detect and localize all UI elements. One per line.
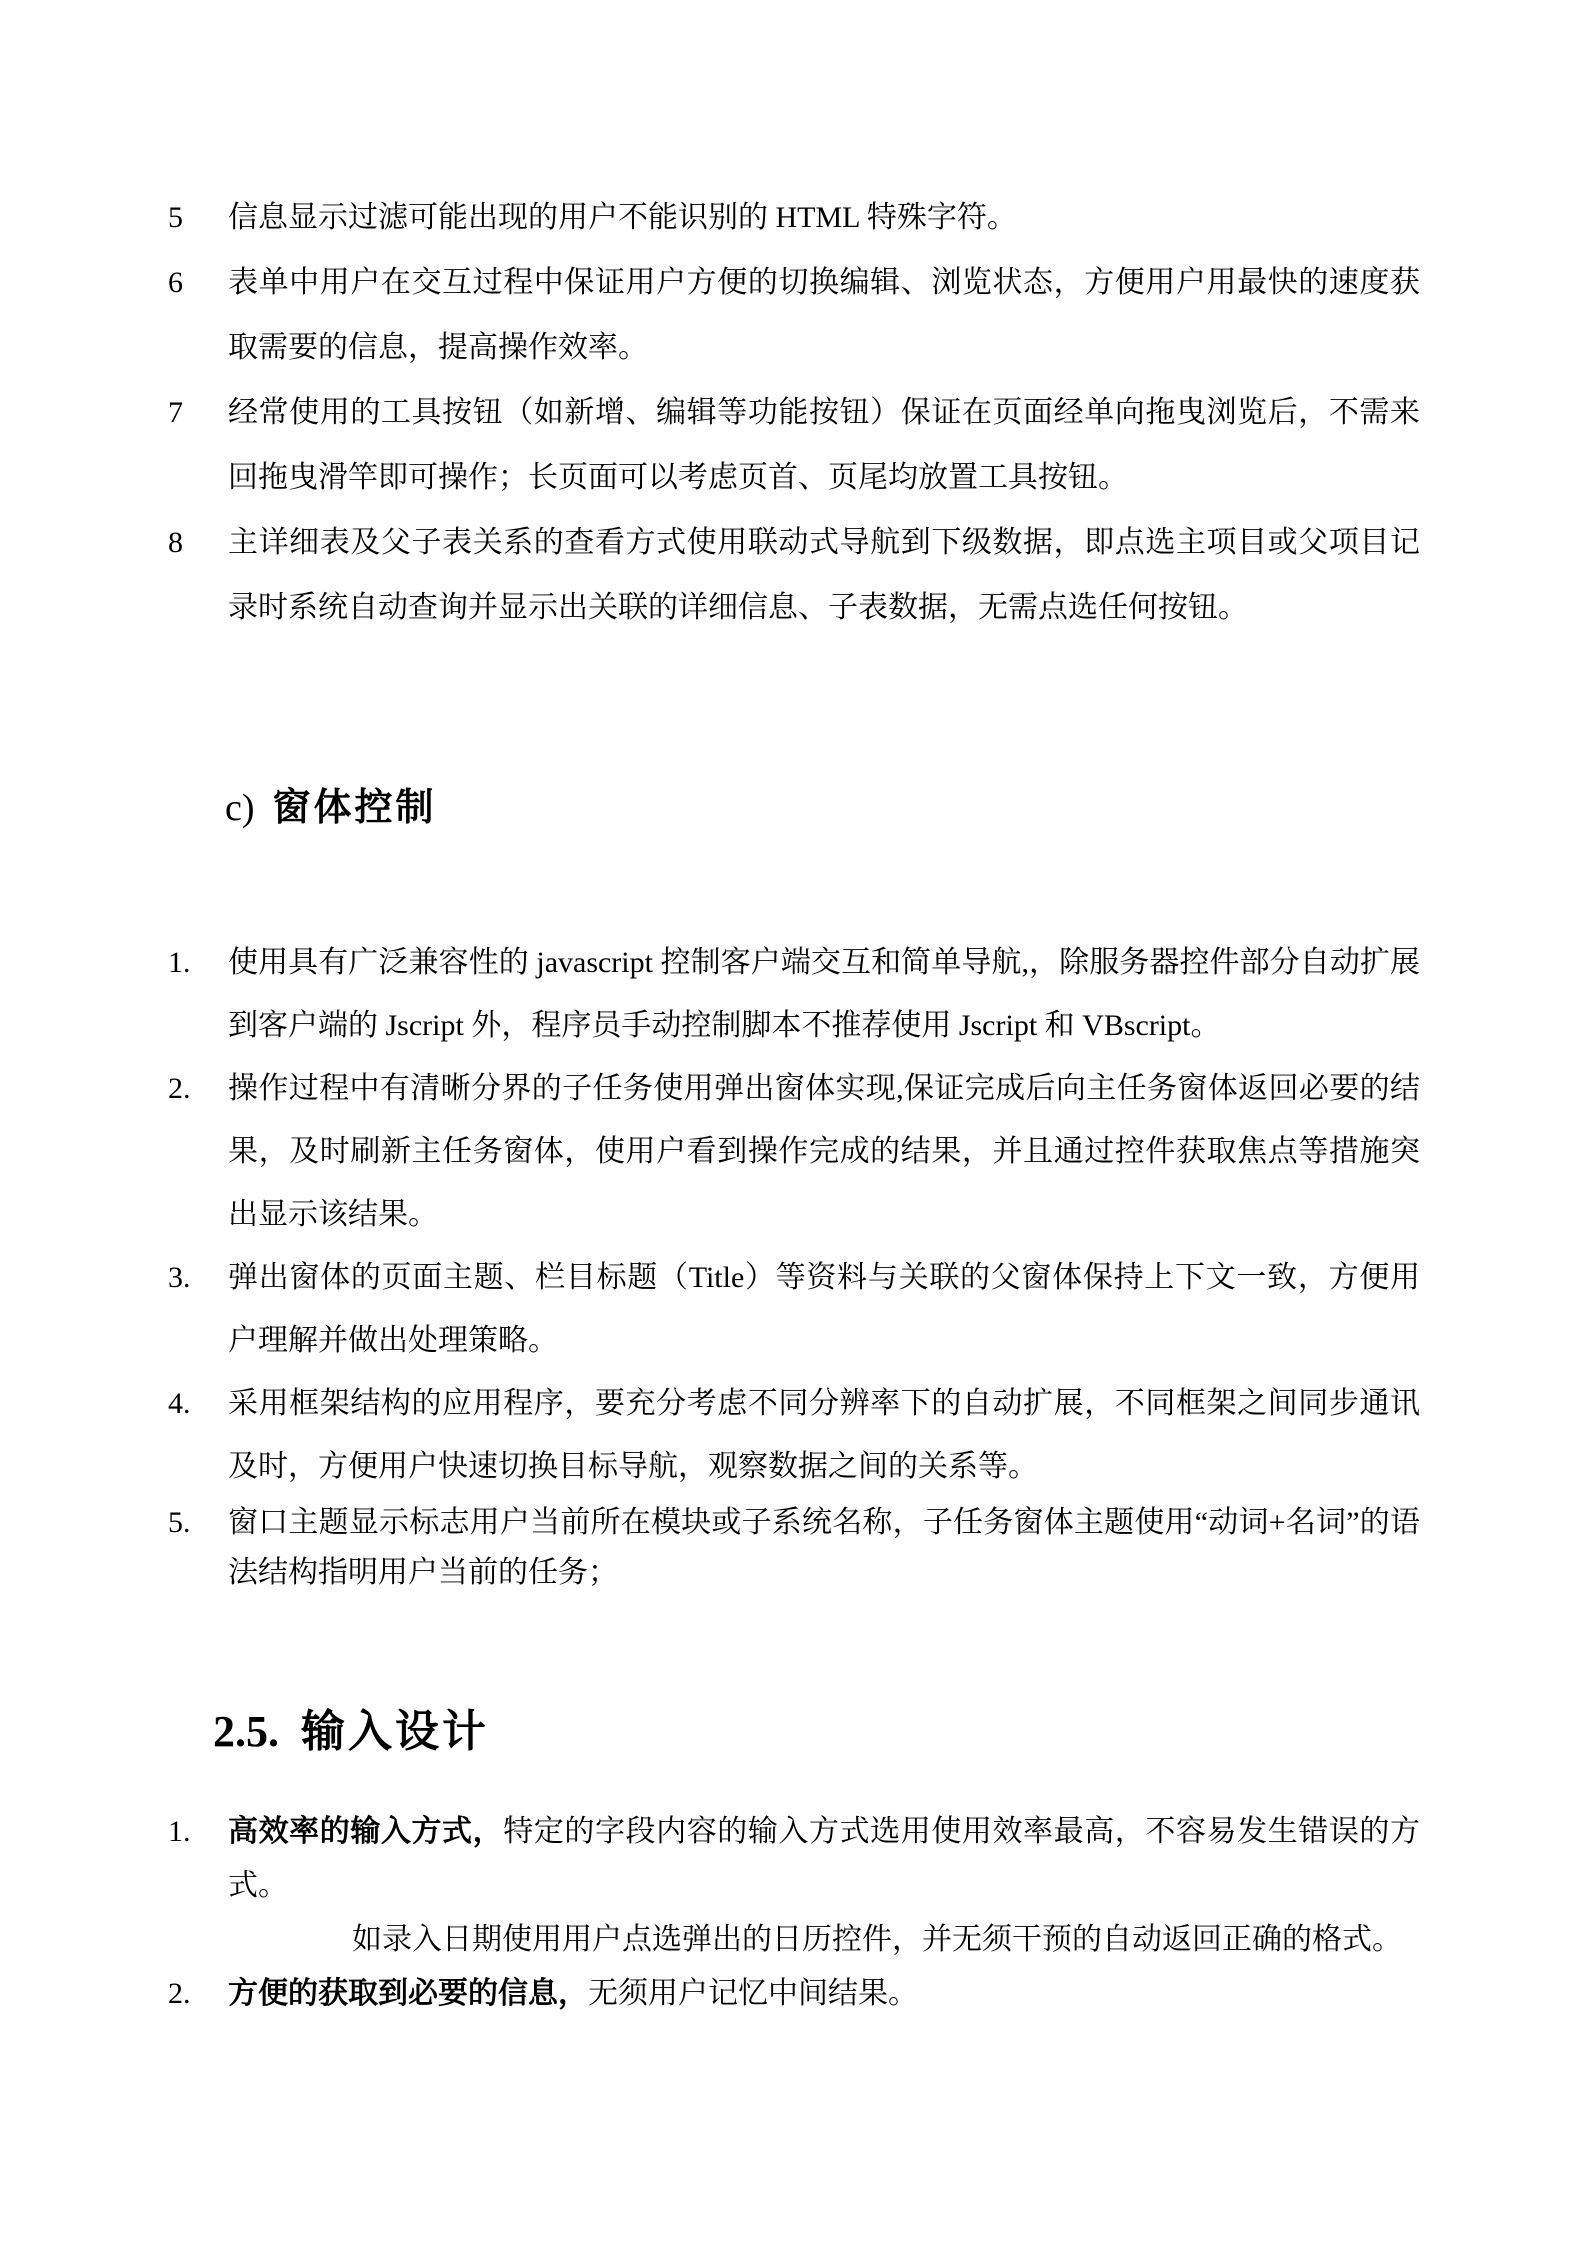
list-item-number: 1. — [168, 1815, 191, 1848]
list-item — [168, 1246, 1420, 1372]
note-text: 如录入日期使用用户点选弹出的日历控件，并无须干预的自动返回正确的格式。 — [352, 1923, 1402, 1956]
list-item-text: 操作过程中有清晰分界的子任务使用弹出窗体实现,保证完成后向主任务窗体返回必要的结果，及时刷新主任务窗体，使用户看到操作完成的结果，并且通过控件获取焦点等措施突出显示该结果。 — [228, 1072, 1420, 1231]
list-item — [168, 1805, 1420, 1913]
list-item — [168, 1372, 1420, 1498]
guideline-list-window-control — [168, 931, 1420, 1598]
list-item-number: 8 — [168, 526, 183, 559]
list-item-text — [228, 1967, 1420, 2021]
heading-title: 输入设计 — [301, 1707, 489, 1756]
list-item-text: 经常使用的工具按钮（如新增、编辑等功能按钮）保证在页面经单向拖曳浏览后，不需来回拖曳滑竿即可操作；长页面可以考虑页首、页尾均放置工具按钮。 — [228, 396, 1420, 494]
heading-prefix: c) — [225, 787, 255, 829]
list-item — [168, 380, 1420, 510]
list-item-number: 7 — [168, 396, 183, 429]
list-item-text — [228, 1805, 1420, 1913]
list-item-number: 5. — [168, 1506, 191, 1539]
list-item-number: 3. — [168, 1261, 191, 1294]
list-item — [168, 510, 1420, 640]
section-heading-input-design — [213, 1704, 1420, 1760]
list-item-body: 特定的字段内容的输入方式选用使用效率最高，不容易发生错误的方式。 — [228, 1815, 1421, 1902]
list-item — [168, 185, 1420, 250]
guideline-list-display — [168, 185, 1420, 640]
heading-number: 2.5. — [213, 1707, 279, 1756]
list-item-number: 6 — [168, 266, 183, 299]
list-item-bold-lead: 方便的获取到必要的信息， — [228, 1977, 588, 2010]
list-item-number: 5 — [168, 201, 183, 234]
list-note — [168, 1913, 1420, 1967]
section-heading-window-control — [225, 783, 1420, 833]
list-item-text: 窗口主题显示标志用户当前所在模块或子系统名称，子任务窗体主题使用“动词+名词”的语法结构指明用户当前的任务； — [228, 1506, 1420, 1589]
list-item-text: 主详细表及父子表关系的查看方式使用联动式导航到下级数据，即点选主项目或父项目记录时系统自动查询并显示出关联的详细信息、子表数据，无需点选任何按钮。 — [228, 526, 1420, 624]
list-item-body: 无须用户记忆中间结果。 — [588, 1977, 918, 2010]
list-item-bold-lead: 高效率的输入方式， — [228, 1815, 504, 1848]
list-item-text: 使用具有广泛兼容性的 javascript 控制客户端交互和简单导航,，除服务器控件部分自动扩展到客户端的 Jscript 外，程序员手动控制脚本不推荐使用 Jscript 和 VBscript。 — [228, 946, 1420, 1042]
list-item-number: 1. — [168, 946, 191, 979]
list-item — [168, 1057, 1420, 1246]
list-item-text: 信息显示过滤可能出现的用户不能识别的 HTML 特殊字符。 — [228, 201, 1017, 234]
list-item-text: 采用框架结构的应用程序，要充分考虑不同分辨率下的自动扩展，不同框架之间同步通讯及时，方便用户快速切换目标导航，观察数据之间的关系等。 — [228, 1387, 1420, 1483]
list-item — [168, 250, 1420, 380]
list-item-number: 4. — [168, 1387, 191, 1420]
heading-title: 窗体控制 — [272, 787, 437, 829]
list-item — [168, 1967, 1420, 2021]
list-item-text: 弹出窗体的页面主题、栏目标题（Title）等资料与关联的父窗体保持上下文一致，方便用户理解并做出处理策略。 — [228, 1261, 1420, 1357]
list-item — [168, 931, 1420, 1057]
list-item-text: 表单中用户在交互过程中保证用户方便的切换编辑、浏览状态，方便用户用最快的速度获取需要的信息，提高操作效率。 — [228, 266, 1420, 364]
list-item — [168, 1498, 1420, 1598]
list-item-number: 2. — [168, 1072, 191, 1105]
list-item-number: 2. — [168, 1977, 191, 2010]
guideline-list-input-design — [168, 1805, 1420, 2021]
